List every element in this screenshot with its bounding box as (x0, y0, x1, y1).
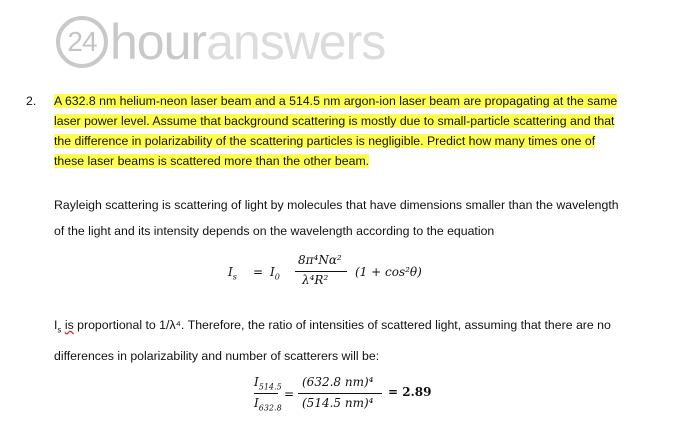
logo-word-answers: answers (206, 14, 386, 70)
eq1-fraction-bar (295, 271, 347, 272)
eq2-right-denominator: (514.5 nm)⁴ (302, 396, 374, 410)
spellcheck-word: is (64, 318, 74, 332)
eq1-i0: $I_0$ (270, 265, 280, 282)
eq2-right-numerator: (632.8 nm)⁴ (302, 375, 374, 389)
eq2-result: = 2.89 (388, 385, 432, 399)
eq2-equals: = (284, 387, 295, 401)
question-number: 2. (26, 94, 37, 108)
eq2-left-numerator: $I_{514.5}$ (254, 375, 282, 392)
eq2-left-bar (254, 393, 278, 394)
site-logo (56, 14, 385, 70)
question-block (26, 91, 626, 171)
question-text: A 632.8 nm helium-neon laser beam and a 514.5 nm argon-ion laser beam are propagating at the same laser power level. Assume that background scattering is mostly due to small-particle scattering and that the difference in polarizability of the scattering particles is negligible. Predict how many times one of these laser beams is scattered more than the other beam. (54, 94, 618, 168)
logo-word-hour: hour (110, 14, 207, 70)
answer-paragraph-1: Rayleigh scattering is scattering of light by molecules that have dimensions smaller than the wavelength of the light and its intensity depends on the wavelength according to the equation (54, 198, 619, 238)
eq1-equals: = (253, 265, 264, 279)
eq1-numerator: 8π⁴Nα² (298, 253, 342, 267)
eq1-lhs: $I_s$ (228, 265, 237, 282)
eq1-denominator: λ⁴R² (302, 273, 329, 287)
answer-paragraph-2: $I_s$ is proportional to 1/λ⁴. Therefore, the ratio of intensities of scattered light, assuming that there are no differences in polarizability and number of scatterers will be: (54, 318, 611, 364)
eq1-angular-term: (1 + cos²θ) (355, 265, 422, 279)
eq2-right-bar (298, 393, 382, 394)
eq2-left-denominator: $I_{632.8}$ (254, 396, 282, 413)
logo-badge: 24 (56, 16, 108, 68)
